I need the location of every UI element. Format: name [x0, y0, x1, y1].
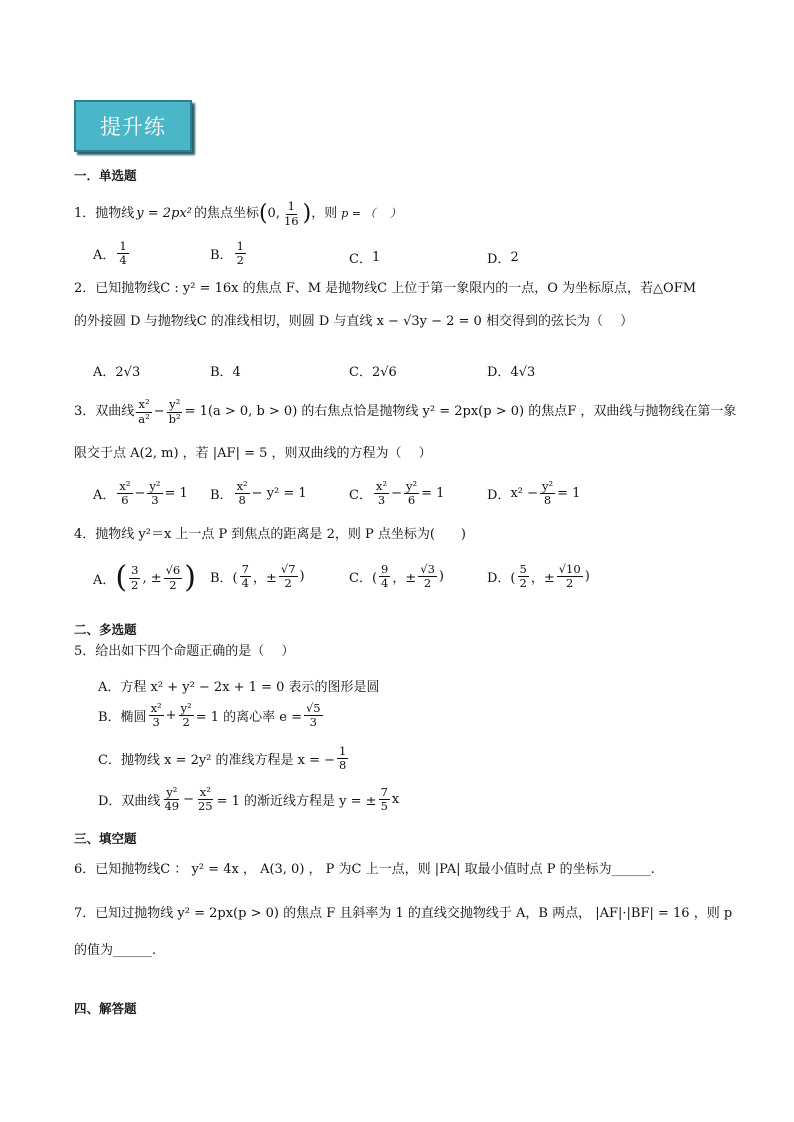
answer-blank: p = （ ） — [341, 207, 401, 220]
coordinate: 0, — [267, 206, 280, 221]
option-d: D．( $\frac{5}{2}$ ，± $\frac{√10}{2}$ ) — [487, 562, 590, 591]
banner-title: 提升练 — [100, 115, 166, 139]
equation: y = 2px² — [136, 206, 192, 221]
option-c: C．( $\frac{9}{4}$ ，± $\frac{√3}{2}$ ) — [349, 562, 444, 591]
question-text: 抛物线 — [95, 206, 135, 221]
option-d: D． x² − $\frac{\text{y²}}{8}$ = 1 — [487, 479, 581, 508]
option-b: B．椭圆 $\frac{\text{x²}}{3}$ + $\frac{\text{y²}}{2}$ = 1 的离心率 e = $\frac{√5}{3}$ — [98, 701, 321, 730]
section-heading-fill-blank: 三、填空题 — [74, 831, 137, 846]
option-d: D． 2 — [487, 250, 519, 267]
option-c: C．2√6 — [349, 365, 397, 380]
question-text: ，则 — [311, 206, 338, 221]
question-2-line-2: 的外接圆 D 与抛物线C 的准线相切，则圆 D 与直线 x − √3y − 2 = 0 相交得到的弦长为（ ） — [74, 314, 634, 329]
option-b: B． $\frac{1}{2}$ — [210, 239, 244, 268]
option-a: A． $\frac{1}{4}$ — [93, 239, 127, 268]
option-d: D．4√3 — [487, 365, 536, 380]
option-a: A．2√3 — [93, 365, 141, 380]
question-7-line-2: 的值为______. — [74, 943, 157, 958]
question-4: 4．抛物线 y²＝x 上一点 P 到焦点的距离是 2，则 P 点坐标为( ) — [74, 527, 466, 542]
option-b: B．( $\frac{7}{4}$ ，± $\frac{√7}{2}$ ) — [210, 562, 305, 591]
section-heading-answer: 四、解答题 — [74, 1001, 137, 1016]
question-5: 5．给出如下四个命题正确的是（ ） — [74, 644, 295, 659]
fraction: $\frac{\text{y²}}{\text{b²}}$ — [168, 397, 181, 426]
option-a: A．方程 x² + y² − 2x + 1 = 0 表示的图形是圆 — [98, 680, 380, 695]
paren-close: ) — [302, 201, 312, 226]
question-3-line-1 — [74, 395, 736, 429]
fraction: $\frac{\text{x²}}{\text{a²}}$ — [138, 397, 150, 426]
option-a: A． $\frac{\text{x²}}{6}$ − $\frac{\text{y²}}{3}$ = 1 — [93, 479, 188, 508]
question-number: 1． — [74, 206, 96, 221]
option-b: B． $\frac{\text{x²}}{8}$ − y² = 1 — [210, 479, 307, 508]
option-d: D．双曲线 $\frac{\text{y²}}{49}$ − $\frac{\text{x²}}{25}$ = 1 的渐近线方程是 y = ± $\frac{7}{5}$ x — [98, 785, 400, 814]
option-c: C．抛物线 x = 2y² 的准线方程是 x = − $\frac{1}{8}$ — [98, 744, 347, 773]
question-7-line-1: 7．已知过抛物线 y² = 2px(p > 0) 的焦点 F 且斜率为 1 的直线交抛物线于 A，B 两点， |AF|·|BF| = 16 ，则 p — [74, 906, 733, 921]
option-c: C． 1 — [349, 250, 381, 267]
paren-open: ( — [258, 201, 268, 226]
question-1 — [74, 197, 401, 231]
question-text: 的焦点坐标 — [193, 206, 259, 221]
option-a: A． ( $\frac{3}{2}$ , ± $\frac{√6}{2}$ ) — [93, 560, 196, 595]
minus-sign: − — [153, 404, 165, 419]
section-banner — [74, 100, 192, 152]
question-2-line-1: 2．已知抛物线C : y² = 16x 的焦点 F、M 是抛物线C 上位于第一象限内的一点，O 为坐标原点，若△OFM — [74, 281, 697, 296]
option-b: B．4 — [210, 365, 241, 380]
section-heading-single-choice: 一．单选题 — [74, 168, 137, 183]
fraction: $\frac{1}{16}$ — [283, 199, 299, 228]
question-3-line-2: 限交于点 A(2, m) ，若 |AF| = 5 ，则双曲线的方程为（ ） — [74, 446, 432, 461]
question-text: = 1(a > 0, b > 0) 的右焦点恰是抛物线 y² = 2px(p > 0) 的焦点F ，双曲线与抛物线在第一象 — [184, 404, 737, 419]
question-6: 6．已知抛物线C ： y² = 4x ， A(3, 0) ， P 为C 上一点，则 |PA| 取最小值时点 P 的坐标为______. — [74, 862, 655, 877]
question-text: 3．双曲线 — [74, 404, 135, 419]
option-c: C． $\frac{\text{x²}}{3}$ − $\frac{\text{y²}}{6}$ = 1 — [349, 479, 445, 508]
section-heading-multi-choice: 二、多选题 — [74, 622, 137, 637]
